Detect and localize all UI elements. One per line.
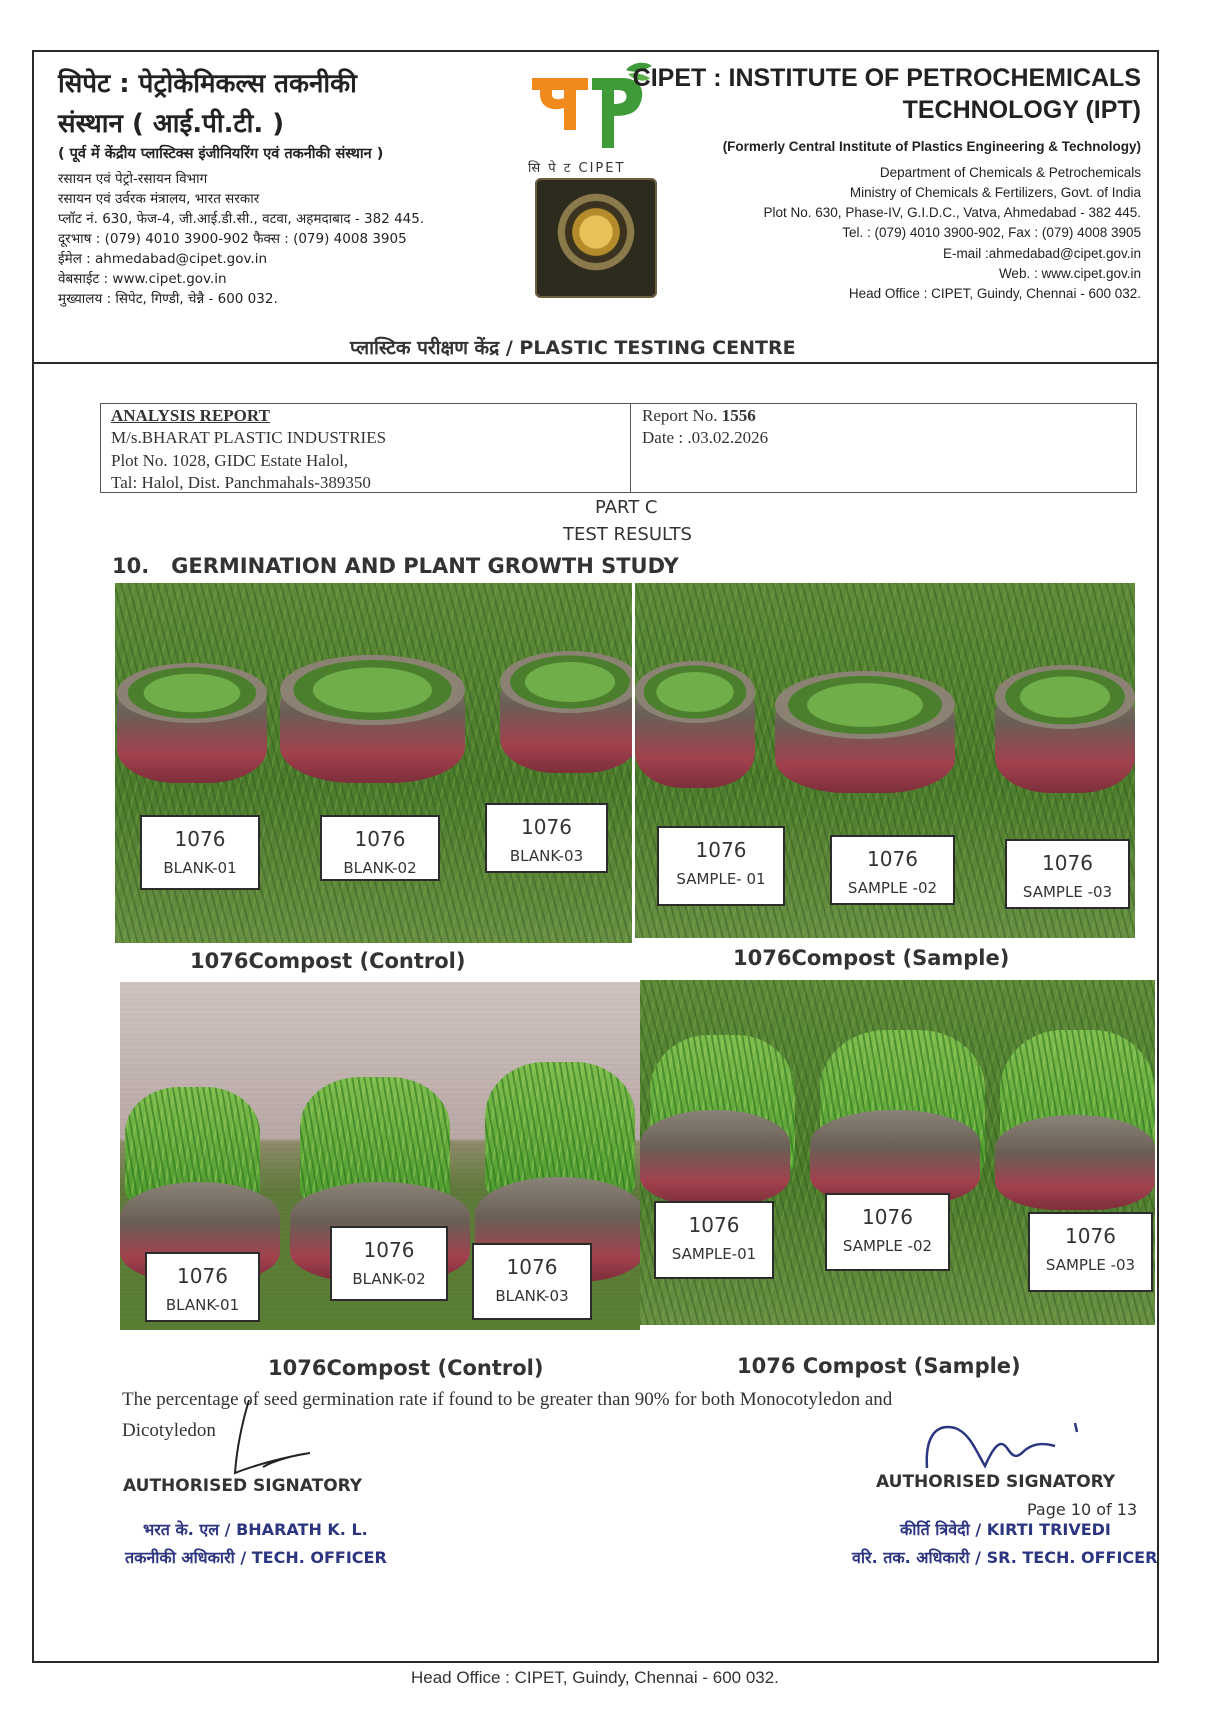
signatory-left-designation: तकनीकी अधिकारी / TECH. OFFICER bbox=[125, 1548, 387, 1567]
caption-sample-bottom: 1076 Compost (Sample) bbox=[737, 1354, 1021, 1378]
photo-sample-dicot bbox=[635, 583, 1135, 938]
signatory-left-title: AUTHORISED SIGNATORY bbox=[123, 1476, 363, 1496]
english-line: Head Office : CIPET, Guindy, Chennai - 600 032. bbox=[848, 286, 1141, 301]
pot-label: 1076 BLANK-02 bbox=[330, 1226, 448, 1301]
english-formerly: (Formerly Central Institute of Plastics Engineering & Technology) bbox=[722, 139, 1141, 154]
pot-plants bbox=[280, 655, 465, 725]
signatory-right-title: AUTHORISED SIGNATORY bbox=[876, 1472, 1116, 1492]
report-box-divider bbox=[630, 403, 631, 493]
pot-label: 1076 BLANK-01 bbox=[140, 815, 260, 890]
pot-plants bbox=[635, 661, 755, 723]
photo-sample-monocot bbox=[640, 980, 1155, 1325]
english-line: E-mail :ahmedabad@cipet.gov.in bbox=[942, 246, 1141, 261]
pot-label: 1076 SAMPLE-01 bbox=[654, 1201, 774, 1279]
conclusion-line-2: Dicotyledon bbox=[122, 1420, 216, 1441]
pot-label: 1076 BLANK-03 bbox=[472, 1243, 592, 1320]
pot-label: 1076 BLANK-02 bbox=[320, 815, 440, 881]
hindi-line: रसायन एवं उर्वरक मंत्रालय, भारत सरकार bbox=[58, 191, 260, 207]
pot-plants bbox=[117, 663, 267, 723]
footer-head-office: Head Office : CIPET, Guindy, Chennai - 600 032. bbox=[411, 1668, 779, 1687]
header-divider bbox=[32, 362, 1159, 364]
report-number bbox=[642, 406, 756, 426]
english-line: Department of Chemicals & Petrochemicals bbox=[879, 165, 1141, 180]
hindi-title-line-1: सिपेट : पेट्रोकेमिकल्स तकनीकी bbox=[58, 69, 357, 99]
company-address-1: Plot No. 1028, GIDC Estate Halol, bbox=[111, 451, 349, 470]
pot-label: 1076 SAMPLE -03 bbox=[1028, 1212, 1153, 1292]
hologram-seal bbox=[535, 178, 657, 298]
pot bbox=[640, 1110, 790, 1205]
centre-title: प्लास्टिक परीक्षण केंद्र / PLASTIC TESTING CENTRE bbox=[350, 337, 796, 359]
english-title-line-1: CIPET : INSTITUTE OF PETROCHEMICALS bbox=[632, 64, 1141, 92]
pot-label: 1076 SAMPLE -02 bbox=[825, 1193, 950, 1271]
caption-sample-top: 1076Compost (Sample) bbox=[733, 946, 1010, 970]
pot-label: 1076 SAMPLE -02 bbox=[830, 835, 955, 905]
company-name: M/s.BHARAT PLASTIC INDUSTRIES bbox=[111, 428, 387, 447]
company-address-2: Tal: Halol, Dist. Panchmahals-389350 bbox=[111, 473, 371, 492]
caption-control-top: 1076Compost (Control) bbox=[190, 949, 466, 973]
english-line: Tel. : (079) 4010 3900-902, Fax : (079) 4008 3905 bbox=[842, 225, 1141, 240]
pot bbox=[810, 1110, 980, 1205]
report-date: Date : .03.02.2026 bbox=[642, 428, 769, 447]
pot-plants bbox=[500, 651, 632, 713]
pot-plants bbox=[775, 671, 955, 739]
pot bbox=[995, 1115, 1155, 1210]
pot-label: 1076 SAMPLE- 01 bbox=[657, 826, 785, 906]
hindi-title-line-2: संस्थान ( आई.पी.टी. ) bbox=[58, 109, 285, 139]
report-heading: ANALYSIS REPORT bbox=[111, 406, 270, 425]
test-results-label: TEST RESULTS bbox=[563, 524, 692, 545]
signatory-left-name: भरत के. एल / BHARATH K. L. bbox=[143, 1520, 368, 1539]
pot-label: 1076 BLANK-03 bbox=[485, 803, 608, 873]
page-number: Page 10 of 13 bbox=[1027, 1500, 1138, 1519]
section-title: 10. GERMINATION AND PLANT GROWTH STUDY bbox=[112, 554, 679, 578]
english-line: Plot No. 630, Phase-IV, G.I.D.C., Vatva, Ahmedabad - 382 445. bbox=[763, 205, 1141, 220]
signature-right bbox=[915, 1418, 1095, 1478]
english-title-line-2: TECHNOLOGY (IPT) bbox=[902, 96, 1141, 124]
signature-left bbox=[215, 1395, 345, 1485]
signatory-right-designation: वरि. तक. अधिकारी / SR. TECH. OFFICER bbox=[852, 1548, 1158, 1567]
report-number-value: 1556 bbox=[721, 406, 756, 425]
photo-control-monocot bbox=[120, 982, 640, 1330]
english-line: Web. : www.cipet.gov.in bbox=[998, 266, 1141, 281]
conclusion-line-1: The percentage of seed germination rate if found to be greater than 90% for both Monocotyledon and bbox=[122, 1389, 893, 1410]
logo-caption: सि पे ट CIPET bbox=[528, 161, 626, 176]
pot-plants bbox=[995, 665, 1135, 729]
hindi-line: रसायन एवं पेट्रो-रसायन विभाग bbox=[58, 171, 208, 187]
report-number-label: Report No. bbox=[642, 406, 718, 425]
pot-label: 1076 BLANK-01 bbox=[145, 1252, 260, 1322]
hindi-line: प्लॉट नं. 630, फेज-4, जी.आई.डी.सी., वटवा, अहमदाबाद - 382 445. bbox=[58, 211, 425, 227]
pot-label: 1076 SAMPLE -03 bbox=[1005, 839, 1130, 909]
hindi-line: दूरभाष : (079) 4010 3900-902 फैक्स : (079) 4008 3905 bbox=[58, 231, 407, 247]
caption-control-bottom: 1076Compost (Control) bbox=[268, 1356, 544, 1380]
hindi-line: मुख्यालय : सिपेट, गिण्डी, चेन्नै - 600 032. bbox=[58, 291, 278, 307]
part-label: PART C bbox=[595, 497, 658, 518]
english-line: Ministry of Chemicals & Fertilizers, Govt. of India bbox=[849, 185, 1141, 200]
signatory-right-name: कीर्ति त्रिवेदी / KIRTI TRIVEDI bbox=[900, 1520, 1111, 1539]
hindi-line: वेबसाईट : www.cipet.gov.in bbox=[58, 271, 227, 287]
hindi-line: ईमेल : ahmedabad@cipet.gov.in bbox=[58, 251, 268, 267]
photo-control-dicot bbox=[115, 583, 632, 943]
hindi-formerly: ( पूर्व में केंद्रीय प्लास्टिक्स इंजीनियरिंग एवं तकनीकी संस्थान ) bbox=[58, 146, 384, 162]
